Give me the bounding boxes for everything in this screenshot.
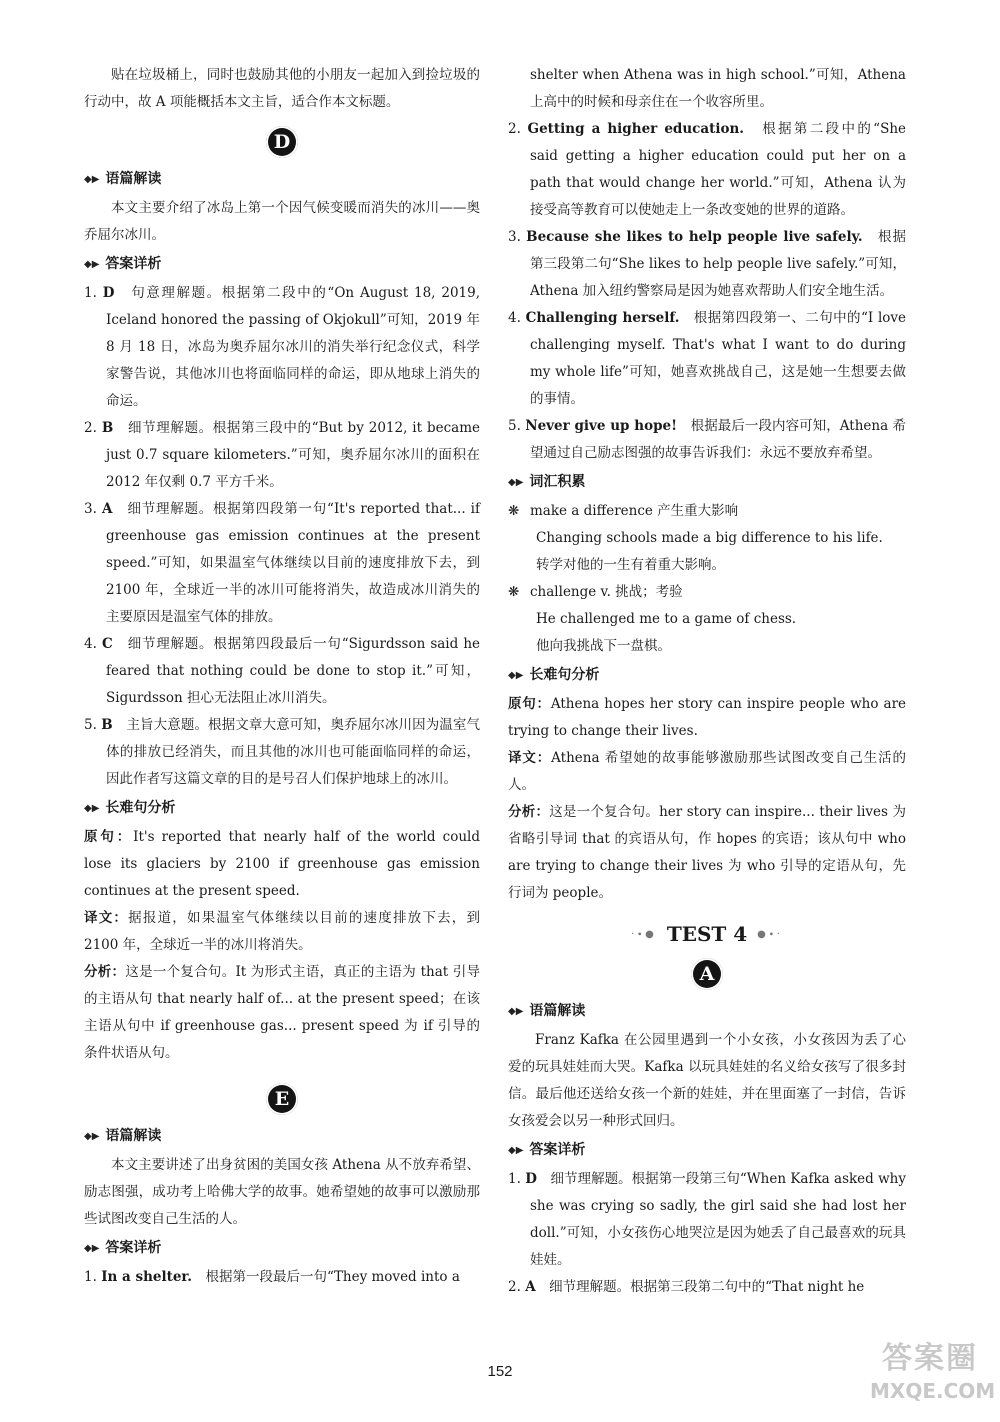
arrow-icon: ◆▶	[84, 174, 100, 185]
answer-item: 5. B 主旨大意题。根据文章大意可知，奥乔屈尔冰川因为温室气体的排放已经消失，而且其他的冰川也可能面临同样的命运，因此作者写这篇文章的目的是号召人们保护地球上的冰川。	[84, 717, 481, 787]
decoration-dots-icon: ●∙·	[757, 929, 783, 940]
original-sentence: 原句：It's reported that nearly half of the world could lose its glaciers by 2100 if greenhouse gas emission continues at the present speed.	[84, 829, 481, 899]
answer-item: 4. C 细节理解题。根据第四段最后一句“Sigurdsson said he feared that nothing could be done to stop it.”可知，Sigurdsson 担心无法阻止冰川消失。	[84, 636, 481, 706]
answer-item: 2. Getting a higher education. 根据第二段中的“She said getting a higher education could put her on a path that would change her world.”可知，Athena 认为接受高等教育可以使她走上一条改变她的世界的道路。	[508, 121, 907, 218]
test-heading	[508, 921, 906, 948]
section-heading: ◆▶ 语篇解读	[508, 998, 906, 1025]
section-d-badge: D	[266, 126, 298, 158]
translation: 译文：据报道，如果温室气体继续以目前的速度排放下去，到 2100 年，全球近一半的冰川将消失。	[84, 910, 481, 953]
vocab-example-cn: 转学对他的一生有着重大影响。	[536, 557, 725, 573]
section-heading: ◆▶ 答案详析	[508, 1137, 906, 1164]
vocab-entry: ❋ challenge v. 挑战；考验	[508, 579, 906, 606]
vocab-entry: ❋ make a difference 产生重大影响	[508, 498, 906, 525]
answer-item: 1. In a shelter. 根据第一段最后一句“They moved into a	[84, 1269, 460, 1285]
arrow-icon: ◆▶	[84, 803, 100, 814]
page-number: 152	[487, 1363, 513, 1380]
test-title: TEST 4	[666, 922, 748, 946]
vocab-example: Changing schools made a big difference to his life.	[536, 530, 883, 546]
section-e-badge: E	[266, 1083, 298, 1115]
arrow-icon: ◆▶	[508, 477, 524, 488]
reading-summary: Franz Kafka 在公园里遇到一个小女孩，小女孩因为丢了心爱的玩具娃娃而大哭。Kafka 以玩具娃娃的名义给女孩写了很多封信。最后他还送给女孩一个新的娃娃，并在里面塞了一封信，告诉女孩爱会以另一种形式回归。	[508, 1032, 906, 1129]
left-column	[84, 62, 480, 1291]
right-column	[508, 62, 906, 1301]
section-heading: ◆▶ 答案详析	[84, 1235, 480, 1262]
section-heading: ◆▶ 长难句分析	[508, 662, 906, 689]
answer-item: 3. A 细节理解题。根据第四段第一句“It's reported that... if greenhouse gas emission continues at the present speed.”可知，如果温室气体继续以目前的速度排放下去，到 2100 年，全球近一半的冰川可能将消失，故造成冰川消失的主要原因是温室气体的排放。	[84, 501, 480, 625]
section-heading: ◆▶ 语篇解读	[84, 166, 480, 193]
decoration-dots-icon: ·∙●	[631, 929, 657, 940]
vocab-example: He challenged me to a game of chess.	[536, 611, 797, 627]
answer-item: 4. Challenging herself. 根据第四段第一、二句中的“I love challenging myself. That's what I want to do during my whole life”可知，她喜欢挑战自己，这是她一生想要去做的事情。	[508, 310, 907, 407]
section-heading: ◆▶ 长难句分析	[84, 795, 480, 822]
original-sentence: 原句：Athena hopes her story can inspire people who are trying to change their lives.	[508, 696, 907, 739]
analysis: 分析：这是一个复合句。It 为形式主语，真正的主语为 that 引导的主语从句 that nearly half of... at the present speed；在该主语从句中 if greenhouse gas... present speed 为 if 引导的条件状语从句。	[84, 964, 480, 1061]
translation: 译文：Athena 希望她的故事能够激励那些试图改变自己生活的人。	[508, 750, 907, 793]
star-icon: ❋	[508, 503, 520, 519]
vocab-example-cn: 他向我挑战下一盘棋。	[536, 638, 671, 654]
reading-summary: 本文主要介绍了冰岛上第一个因气候变暖而消失的冰川——奥乔屈尔冰川。	[84, 200, 480, 243]
arrow-icon: ◆▶	[84, 1131, 100, 1142]
arrow-icon: ◆▶	[508, 670, 524, 681]
reading-summary: 本文主要讲述了出身贫困的美国女孩 Athena 从不放弃希望、励志图强，成功考上哈佛大学的故事。她希望她的故事可以激励那些试图改变自己生活的人。	[84, 1157, 480, 1227]
watermark-logo: 答案圈 MXQE.COM	[870, 1341, 996, 1403]
section-heading: ◆▶ 答案详析	[84, 251, 480, 278]
arrow-icon: ◆▶	[508, 1145, 524, 1156]
section-heading: ◆▶ 词汇积累	[508, 469, 906, 496]
answer-item: 3. Because she likes to help people live safely. 根据第三段第二句“She likes to help people live safely.”可知，Athena 加入纽约警察局是因为她喜欢帮助人们安全地生活。	[508, 229, 907, 299]
arrow-icon: ◆▶	[84, 259, 100, 270]
section-heading: ◆▶ 语篇解读	[84, 1123, 480, 1150]
answer-item: 1. D 句意理解题。根据第二段中的“On August 18, 2019, Iceland honored the passing of Okjokull”可知，2019 年 8 月 18 日，冰岛为奥乔屈尔冰川的消失举行纪念仪式，科学家警告说，其他冰川也将面临同样的命运，即从地球上消失的命运。	[84, 285, 481, 409]
answer-item: 2. B 细节理解题。根据第三段中的“But by 2012, it became just 0.7 square kilometers.”可知，奥乔屈尔冰川的面积在 2012 年仅剩 0.7 平方千米。	[84, 420, 481, 490]
answer-item: 1. D 细节理解题。根据第一段第三句“When Kafka asked why she was crying so sadly, the girl said she had lost her doll.”可知，小女孩伤心地哭泣是因为她丢了自己最喜欢的玩具娃娃。	[508, 1171, 907, 1268]
answer-item: 2. A 细节理解题。根据第三段第二句中的“That night he	[508, 1279, 865, 1295]
continued-answer: shelter when Athena was in high school.”可知，Athena 上高中的时候和母亲住在一个收容所里。	[530, 67, 906, 110]
arrow-icon: ◆▶	[508, 1006, 524, 1017]
intro-paragraph: 贴在垃圾桶上，同时也鼓励其他的小朋友一起加入到捡垃圾的行动中，故 A 项能概括本文主旨，适合作本文标题。	[84, 67, 480, 110]
star-icon: ❋	[508, 584, 520, 600]
answer-item: 5. Never give up hope! 根据最后一段内容可知，Athena 希望通过自己励志图强的故事告诉我们：永远不要放弃希望。	[508, 418, 907, 461]
arrow-icon: ◆▶	[84, 1243, 100, 1254]
section-a-badge: A	[691, 958, 723, 990]
analysis: 分析：这是一个复合句。her story can inspire... their lives 为省略引导词 that 的宾语从句，作 hopes 的宾语；该从句中 who are trying to change their lives 为 who 引导的定语从句，先行词为 people。	[508, 804, 906, 901]
